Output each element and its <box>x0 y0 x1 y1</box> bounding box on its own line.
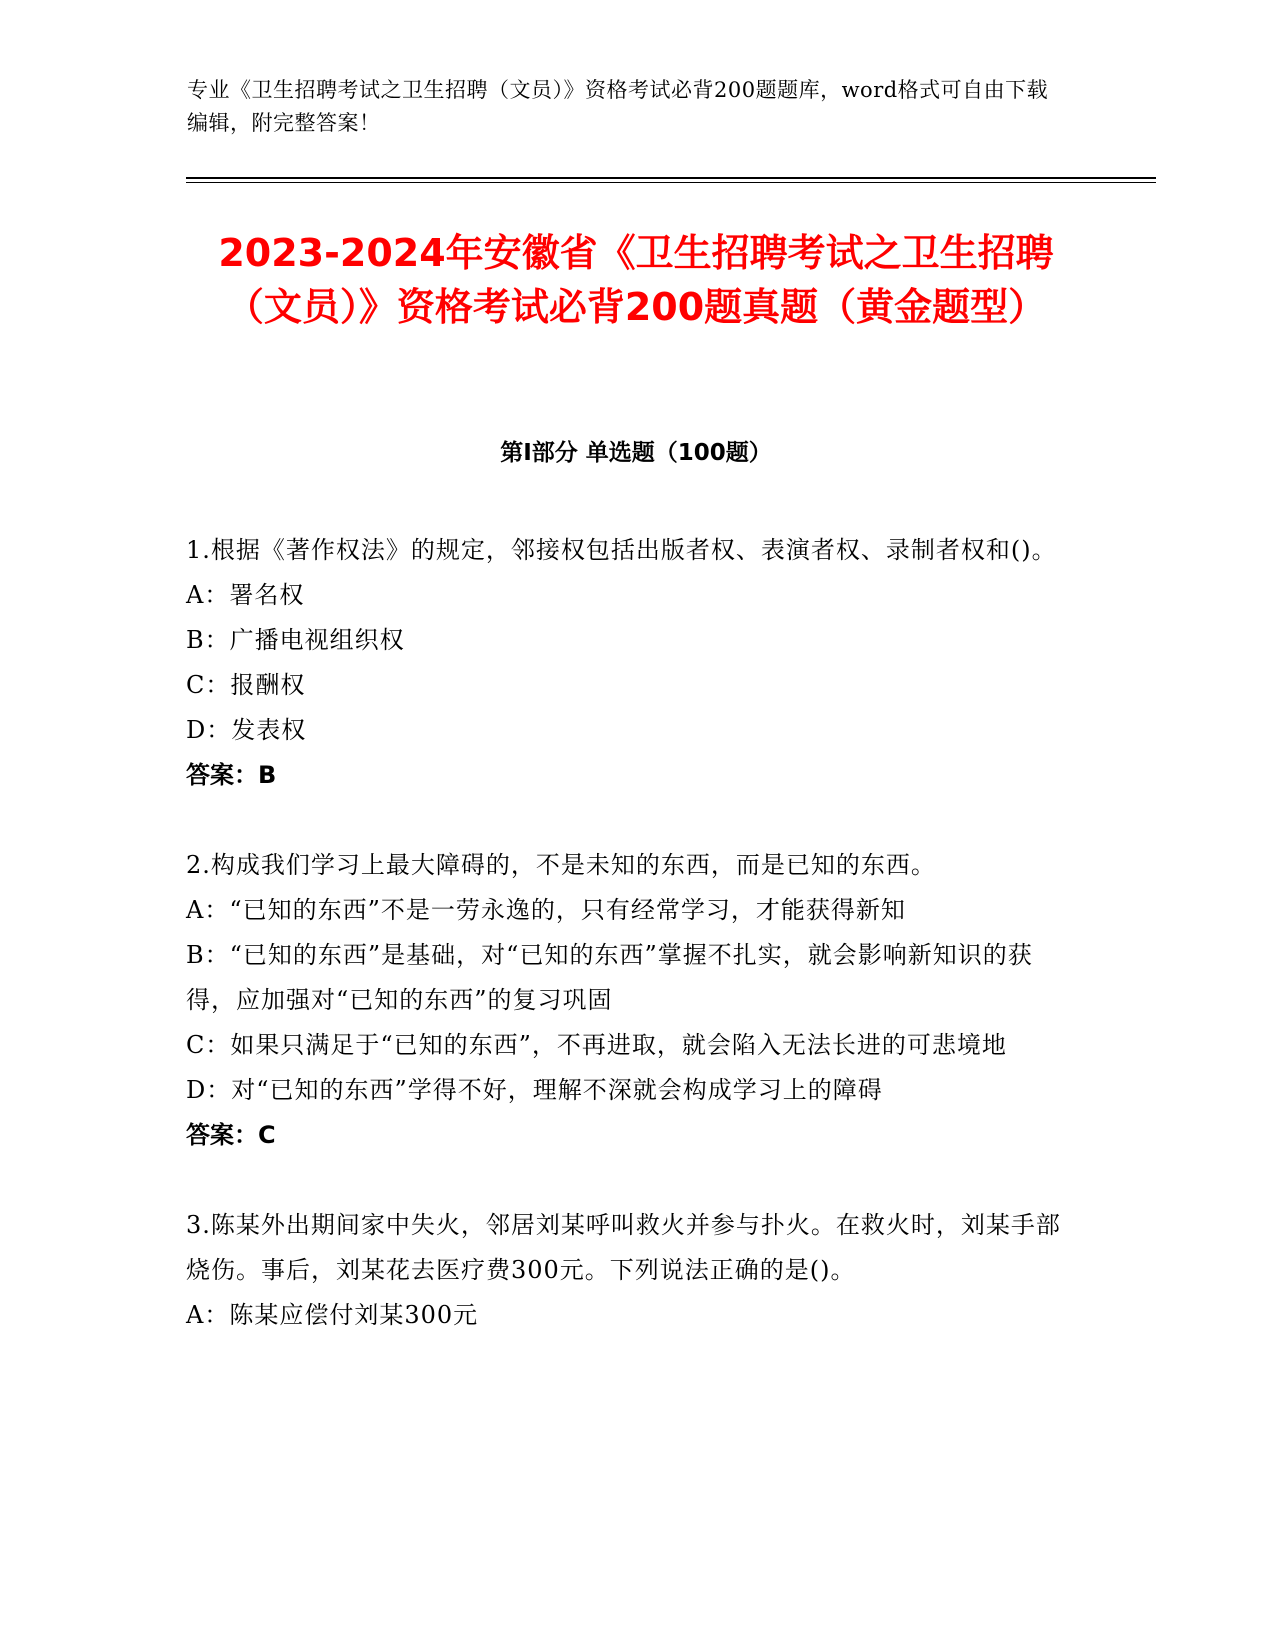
section-title: 第I部分 单选题（100题） <box>500 440 772 466</box>
question-stem: 2.构成我们学习上最大障碍的，不是未知的东西，而是已知的东西。 <box>186 851 936 879</box>
answer: 答案：B <box>186 761 277 789</box>
question-2 <box>186 843 1076 1158</box>
option-c: C：如果只满足于“已知的东西”，不再进取，就会陷入无法长进的可悲境地 <box>186 1031 1007 1059</box>
option-d: D：对“已知的东西”学得不好，理解不深就会构成学习上的障碍 <box>186 1076 883 1104</box>
option-c: C：报酬权 <box>186 671 306 699</box>
option-a: A：陈某应偿付刘某300元 <box>186 1301 479 1329</box>
question-3 <box>186 1203 1076 1338</box>
header-note: 专业《卫生招聘考试之卫生招聘（文员）》资格考试必背200题题库，word格式可自由下载编辑，附完整答案！ <box>187 78 1049 135</box>
header-divider <box>186 177 1156 179</box>
document-title: 2023-2024年安徽省《卫生招聘考试之卫生招聘（文员）》资格考试必背200题真题（黄金题型） <box>218 231 1054 329</box>
option-b: B：“已知的东西”是基础，对“已知的东西”掌握不扎实，就会影响新知识的获得，应加强对“已知的东西”的复习巩固 <box>186 941 1033 1014</box>
header-divider-thin <box>186 182 1156 183</box>
option-d: D：发表权 <box>186 716 307 744</box>
option-a: A：“已知的东西”不是一劳永逸的，只有经常学习，才能获得新知 <box>186 896 906 924</box>
option-a: A：署名权 <box>186 581 305 609</box>
question-list <box>186 528 1076 1383</box>
question-stem: 3.陈某外出期间家中失火，邻居刘某呼叫救火并参与扑火。在救火时，刘某手部烧伤。事后，刘某花去医疗费300元。下列说法正确的是()。 <box>186 1211 1061 1284</box>
question-1 <box>186 528 1076 798</box>
question-stem: 1.根据《著作权法》的规定，邻接权包括出版者权、表演者权、录制者权和()。 <box>186 536 1057 564</box>
option-b: B：广播电视组织权 <box>186 626 405 654</box>
answer: 答案：C <box>186 1121 276 1149</box>
